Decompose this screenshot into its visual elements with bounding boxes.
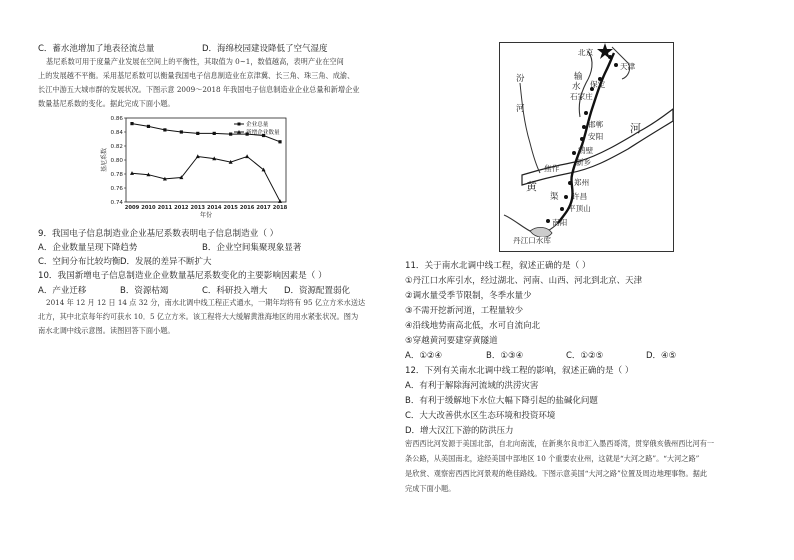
map-label-nanyang: 南阳 <box>552 218 568 227</box>
map-label-huang: 黄 <box>526 180 537 193</box>
legend-marker <box>238 123 241 126</box>
q12-option-b[interactable]: B．有利于缓解地下水位大幅下降引起的盐碱化问题 <box>405 396 598 406</box>
data-point <box>245 154 249 158</box>
q12-option-a[interactable]: A．有利于解除海河流域的洪涝灾害 <box>405 381 539 391</box>
question-11: 11．关于南水北调中线工程，叙述正确的是（ ） <box>405 261 591 271</box>
data-point <box>147 125 150 128</box>
paragraph-line: 长江中游五大城市群的发展状况。下图示意 2009～2018 年我国电子信息制造业企业总量和新增企业 <box>38 85 360 94</box>
map-label-shijiazhuang: 石家庄 <box>570 92 593 101</box>
q9-option-a[interactable]: A．企业数量呈现下降趋势 <box>38 243 138 253</box>
map-label-zhengzhou: 郑州 <box>574 178 590 187</box>
map-label-xuchang: 许昌 <box>572 192 588 201</box>
paragraph-line: 基尼系数可用于度量产业发展在空间上的平衡性，其取值为 0~1，数值越高，表明产业在空间 <box>46 57 344 66</box>
q11-option-c[interactable]: C．①②⑤ <box>566 351 604 361</box>
q10-option-a[interactable]: A．产业迁移 <box>38 286 87 296</box>
q12-option-d[interactable]: D．增大汉江下游的防洪压力 <box>405 426 514 436</box>
x-tick-label: 2018 <box>272 205 288 211</box>
paragraph-line: 2014 年 12 月 12 日 14 点 32 分，南水北调中线工程正式通水，一期年均将有 95 亿立方米水送达 <box>46 298 366 307</box>
paragraph-line: 条公路，从美国南北，途经美国中部地区 10 个重要农业州，这就是“大河之路”。“大河之路” <box>405 454 700 463</box>
map-label-xinxiang: 新乡 <box>576 158 592 167</box>
y-tick-label: 0.86 <box>110 116 123 122</box>
x-tick-label: 2015 <box>223 205 238 211</box>
x-tick-label: 2013 <box>190 205 206 211</box>
q12-option-c[interactable]: C．大大改善供水区生态环境和投资环境 <box>405 411 556 421</box>
q11-item-2: ②调水量受季节限制，冬季水量少 <box>405 291 532 301</box>
map-label-shui: 水 <box>572 82 581 92</box>
data-point <box>213 132 216 135</box>
q11-option-a[interactable]: A．①②④ <box>405 351 443 361</box>
map-label-baoding: 保定 <box>590 80 606 89</box>
map-label-fen: 汾 <box>516 74 525 84</box>
x-tick-label: 2010 <box>141 205 156 211</box>
map-label-danjiangkou: 丹江口水库 <box>513 236 551 245</box>
x-tick-label: 2011 <box>157 205 173 211</box>
legend-label: 企业总量 <box>246 122 269 128</box>
paragraph-line: 北方，其中北京每年约可获水 10．5 亿立方米。该工程将大大缓解黄淮海地区的用水紧张状况。图为 <box>38 312 359 321</box>
y-tick-label: 0.74 <box>110 200 123 206</box>
paragraph-line: 密西西比河发源于美国北部，自北向南流，在新奥尔良市汇入墨西哥湾，贯穿俄亥俄州西比河有一 <box>405 439 715 448</box>
y-tick-label: 0.82 <box>110 144 123 150</box>
q11-item-3: ③不需开挖新河道，工程量较少 <box>405 306 524 316</box>
map-label-shu: 输 <box>574 72 583 82</box>
q11-option-b[interactable]: B．①③④ <box>486 351 524 361</box>
q11-item-1: ①丹江口水库引水，经过湖北、河南、山西、河北到北京、天津 <box>405 276 643 286</box>
option-c-previous: C．蓄水池增加了地表径流总量 <box>38 44 155 54</box>
x-tick-label: 2016 <box>239 205 255 211</box>
q10-option-b[interactable]: B．资源枯竭 <box>120 286 169 296</box>
map-label-pingdingshan: 平顶山 <box>568 204 591 213</box>
x-tick-label: 2009 <box>124 205 140 211</box>
y-tick-label: 0.84 <box>110 130 123 136</box>
data-point <box>229 133 232 136</box>
map-label-hebi: 鹤壁 <box>578 146 594 155</box>
legend-label: 新增企业数量 <box>246 130 280 136</box>
q11-option-d[interactable]: D．④⑤ <box>646 351 677 361</box>
q9-option-c[interactable]: C．空间分布比较均衡 <box>38 257 121 267</box>
paragraph-line: 完成下面小题。 <box>405 484 456 493</box>
x-tick-label: 2017 <box>256 205 271 211</box>
map-label-he-left: 河 <box>516 104 525 114</box>
y-axis-label: 基尼系数 <box>101 147 108 173</box>
q9-option-d[interactable]: D．发展的差异不断扩大 <box>120 257 212 267</box>
y-tick-label: 0.80 <box>110 158 123 164</box>
y-tick-label: 0.76 <box>110 186 123 192</box>
map-label-qu: 渠 <box>550 192 559 202</box>
paragraph-line: 上的发展越不平衡。采用基尼系数可以衡量我国电子信息制造业在京津冀、长三角、珠三角、成渝、 <box>38 71 355 80</box>
map-label-beijing: 北京 <box>578 48 594 57</box>
middle-route-map <box>499 42 674 252</box>
data-point <box>130 122 133 125</box>
data-point <box>180 130 183 133</box>
q11-item-4: ④沿线地势南高北低，水可自流向北 <box>405 321 541 331</box>
data-point <box>278 140 281 143</box>
q10-option-d[interactable]: D．资源配置弱化 <box>284 286 351 296</box>
q9-option-b[interactable]: B．企业空间集聚现象显著 <box>202 243 302 253</box>
gini-line-chart <box>96 112 306 222</box>
map-label-jiaozuo: 焦作 <box>544 164 560 173</box>
paragraph-line: 南水北调中线示意图。读图回答下面小题。 <box>38 326 175 335</box>
q10-option-c[interactable]: C．科研投入增大 <box>202 286 268 296</box>
data-point <box>163 128 166 131</box>
paragraph-line: 数量基尼系数的变化。据此完成下面小题。 <box>38 99 175 108</box>
x-axis-label: 年份 <box>199 212 213 219</box>
data-point <box>196 132 199 135</box>
map-label-anyang: 安阳 <box>588 132 604 141</box>
question-10: 10．我国新增电子信息制造业企业数量基尼系数变化的主要影响因素是（ ） <box>38 271 327 281</box>
paragraph-line: 是欣赏、观察密西西比河景观的绝佳路线。下图示意美国“大河之路”位置及周边地理事物。据此 <box>405 469 708 478</box>
option-d-previous: D．海绵校园建设降低了空气湿度 <box>202 44 328 54</box>
q11-item-5: ⑤穿越黄河要建穿黄隧道 <box>405 336 498 346</box>
x-tick-label: 2014 <box>206 205 222 211</box>
series-line <box>132 157 280 202</box>
map-label-he-right: 河 <box>630 122 641 135</box>
x-tick-label: 2012 <box>174 205 189 211</box>
y-tick-label: 0.78 <box>110 172 123 178</box>
question-9: 9．我国电子信息制造业企业基尼系数表明电子信息制造业（ ） <box>38 229 279 239</box>
map-label-tianjin: 天津 <box>620 62 636 71</box>
question-12: 12．下列有关南水北调中线工程的影响，叙述正确的是（ ） <box>405 366 634 376</box>
map-label-handan: 邯郸 <box>588 120 604 129</box>
